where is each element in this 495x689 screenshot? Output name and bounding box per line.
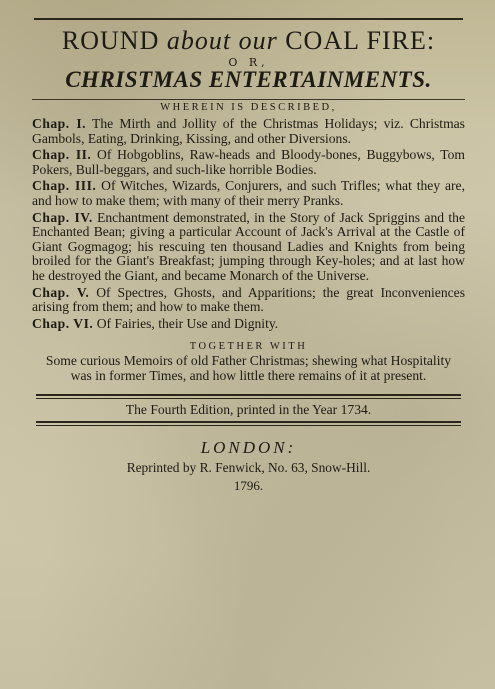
imprint-printer: Reprinted by R. Fenwick, No. 63, Snow-Hill. — [126, 459, 371, 475]
memoirs-text: Some curious Memoirs of old Father Christmas; shewing what Hospitality was in former Times, and how little there remains of it at present. — [45, 353, 452, 383]
chapter-entry — [32, 179, 465, 208]
chapter-label: Chap. V. — [32, 284, 90, 300]
imprint-year: 1796. — [233, 477, 264, 493]
chapter-label: Chap. III. — [32, 178, 97, 194]
or-line: O R, — [228, 56, 269, 69]
title-word-about-our: about our — [166, 26, 278, 55]
chapter-entry — [32, 148, 465, 177]
subtitle: CHRISTMAS ENTERTAINMENTS. — [65, 67, 432, 92]
imprint-place: LONDON: — [200, 437, 297, 457]
edition-line: The Fourth Edition, printed in the Year 1734. — [125, 401, 372, 417]
title-word-round: ROUND — [61, 26, 160, 55]
chapter-text: Of Spectres, Ghosts, and Apparitions; the great Inconveniences arising from them; and how to make them. — [32, 284, 465, 315]
edition-rule-top — [36, 394, 461, 399]
chapter-text: Of Witches, Wizards, Conjurers, and such Trifles; what they are, and how to make them; with many of their merry Pranks. — [32, 178, 465, 208]
divider-rule — [32, 99, 465, 100]
chapter-text: The Mirth and Jollity of the Christmas Holidays; viz. Christmas Gambols, Eating, Drinking, Kissing, and other Diversions. — [32, 116, 465, 146]
chapter-label: Chap. VI. — [32, 315, 94, 331]
chapter-entry — [32, 117, 465, 146]
chapter-label: Chap. IV. — [32, 209, 93, 225]
chapter-text: Of Hobgoblins, Raw-heads and Bloody-bones, Buggybows, Tom Pokers, Bull-beggars, and such-like horrible Bodies. — [32, 147, 466, 177]
chapter-entry — [32, 317, 465, 332]
described-heading: WHEREIN IS DESCRIBED, — [160, 102, 337, 113]
title-word-coal-fire: COAL FIRE: — [285, 26, 436, 55]
chapter-text: Enchantment demonstrated, in the Story of Jack Spriggins and the Enchanted Bean; giving a particular Account of Jack's Arrival at the Castle of Giant Gogmagog; his rescuing ten thousand Ladies and Knights from being broiled for the Giant's Breakfast; jumping through Key-holes; and at last how he destroyed the Giant, and became Monarch of the Universe. — [32, 209, 465, 283]
chapter-label: Chap. I. — [32, 116, 87, 131]
edition-rule-bottom — [36, 421, 461, 426]
chapter-entry — [32, 211, 465, 284]
chapter-entry — [32, 286, 465, 315]
together-heading: TOGETHER WITH — [189, 341, 308, 353]
chapter-list — [32, 117, 465, 331]
chapter-text: Of Fairies, their Use and Dignity. — [93, 315, 279, 331]
edition-block — [32, 394, 465, 426]
book-title — [32, 26, 465, 56]
top-rule — [34, 18, 463, 20]
chapter-label: Chap. II. — [32, 147, 92, 163]
